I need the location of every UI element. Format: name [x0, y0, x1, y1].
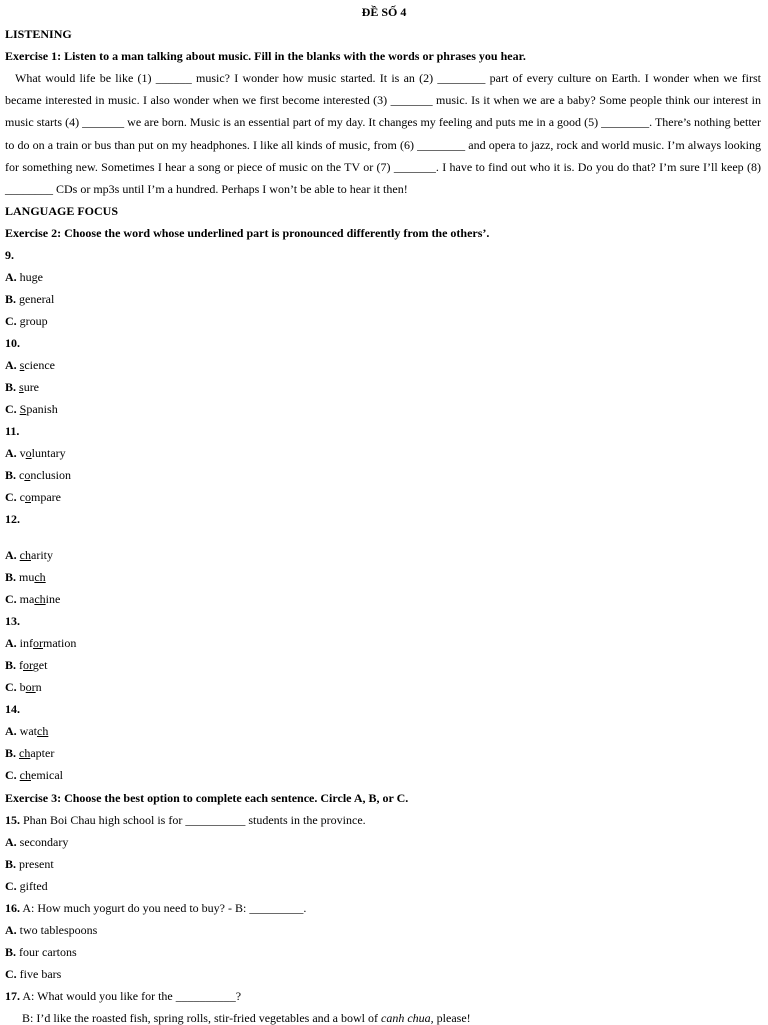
- option-c[interactable]: C. compare: [5, 490, 61, 504]
- option-b[interactable]: B. present: [5, 857, 54, 871]
- underlined-part: ch: [19, 768, 31, 782]
- option-c[interactable]: C. born: [5, 680, 42, 694]
- question-number: 12.: [5, 512, 20, 526]
- option-a[interactable]: A. science: [5, 358, 55, 372]
- option-c[interactable]: C. gifted: [5, 879, 48, 893]
- question-number: 14.: [5, 702, 20, 716]
- option-c[interactable]: C. machine: [5, 592, 61, 606]
- question-number: 9.: [5, 248, 14, 262]
- option-b[interactable]: B. chapter: [5, 746, 55, 760]
- underlined-part: ch: [19, 548, 31, 562]
- underlined-part: S: [19, 402, 27, 416]
- page-title: ĐỀ SỐ 4: [361, 5, 407, 19]
- option-b[interactable]: B. sure: [5, 380, 40, 394]
- underlined-part: ch: [37, 724, 49, 738]
- option-a[interactable]: A. information: [5, 636, 77, 650]
- option-b[interactable]: B. forget: [5, 658, 48, 672]
- underlined-part: s: [19, 358, 25, 372]
- option-c[interactable]: C. group: [5, 314, 48, 328]
- option-a[interactable]: A. two tablespoons: [5, 923, 98, 937]
- option-b[interactable]: B. much: [5, 570, 46, 584]
- option-a[interactable]: A. secondary: [5, 835, 69, 849]
- option-a[interactable]: A. voluntary: [5, 446, 66, 460]
- underlined-part: ch: [34, 570, 46, 584]
- question-number: 10.: [5, 336, 20, 350]
- underlined-part: o: [25, 446, 32, 460]
- language-focus-heading: LANGUAGE FOCUS: [5, 204, 119, 218]
- underlined-part: s: [19, 380, 24, 394]
- exercise-3-instruction: Exercise 3: Choose the best option to complete each sentence. Circle A, B, or C.: [5, 791, 409, 805]
- question-15: 15. Phan Boi Chau high school is for __________ students in the province.: [5, 813, 366, 827]
- listening-passage: [5, 67, 761, 200]
- passage-text: What would life be like (1) ______ music? I wonder how music started. It is an (2) ________ part of every culture on Earth. I wonder when we first became interested in music. I also wonder when we first become interested (3) _______ music. Is it when we are a baby? Some people think our interest in music starts (4) _______ we are born. Music is an essential part of my day. It changes my feeling and puts me in a good (5) ________. There’s nothing better to do on a train or bus than put on my headphones. I like all kinds of music, from (6) ________ and opera to jazz, rock and world music. I’m always looking for something new. Sometimes I hear a song or piece of music on the TV or (7) _______. I have to find out who it is. Do you do that? I’m sure I’ll keep (8) ________ CDs or mp3s until I’m a hundred. Perhaps I won’t be able to hear it then!: [5, 71, 761, 197]
- question-17-response: B: I’d like the roasted fish, spring rolls, stir-fried vegetables and a bowl of canh chua, please!: [22, 1011, 471, 1025]
- option-a[interactable]: A. watch: [5, 724, 49, 738]
- underlined-part: g: [19, 314, 26, 328]
- underlined-part: ch: [19, 746, 31, 760]
- exercise-1-instruction: Exercise 1: Listen to a man talking about music. Fill in the blanks with the words or phrases you hear.: [5, 49, 526, 63]
- option-a[interactable]: A. charity: [5, 548, 53, 562]
- underlined-part: ch: [34, 592, 46, 606]
- question-16: 16. A: How much yogurt do you need to buy? - B: _________.: [5, 901, 307, 915]
- underlined-part: g: [19, 292, 26, 306]
- question-number: 11.: [5, 424, 20, 438]
- underlined-part: o: [24, 468, 31, 482]
- option-b[interactable]: B. general: [5, 292, 55, 306]
- underlined-part: or: [33, 636, 44, 650]
- underlined-part: or: [23, 658, 33, 672]
- option-c[interactable]: C. Spanish: [5, 402, 58, 416]
- underlined-part: o: [25, 490, 31, 504]
- option-c[interactable]: C. five bars: [5, 967, 62, 981]
- option-c[interactable]: C. chemical: [5, 768, 63, 782]
- question-17: 17. A: What would you like for the __________?: [5, 989, 242, 1003]
- exercise-2-instruction: Exercise 2: Choose the word whose underlined part is pronounced differently from the others’.: [5, 226, 490, 240]
- underlined-part: or: [25, 680, 36, 694]
- underlined-part: g: [31, 270, 38, 284]
- question-number: 13.: [5, 614, 20, 628]
- option-b[interactable]: B. four cartons: [5, 945, 77, 959]
- listening-heading: LISTENING: [5, 27, 72, 41]
- option-a[interactable]: A. huge: [5, 270, 43, 284]
- option-b[interactable]: B. conclusion: [5, 468, 72, 482]
